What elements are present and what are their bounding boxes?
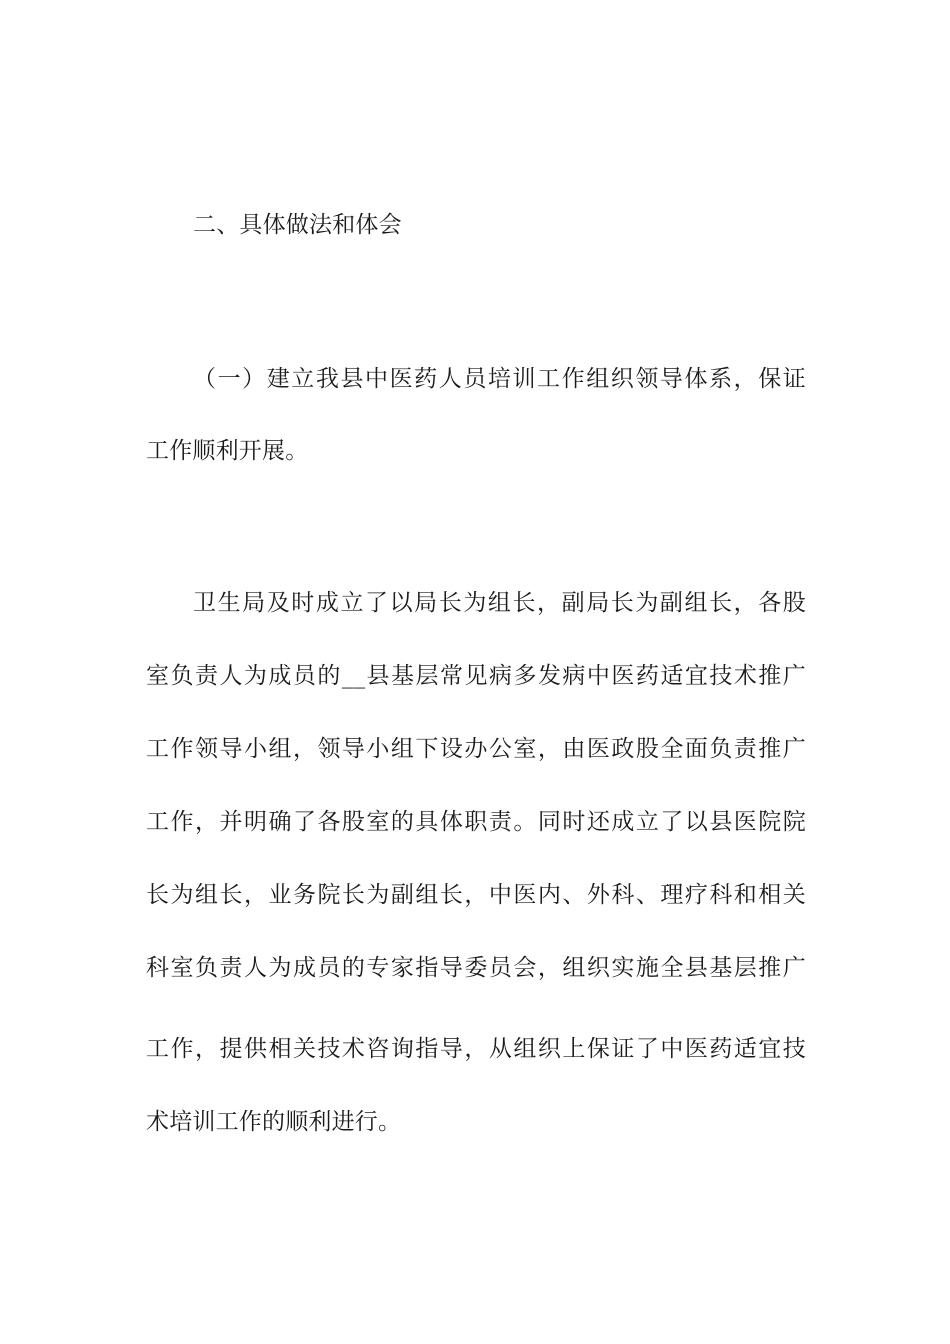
section-heading: 二、具体做法和体会: [193, 212, 402, 238]
paragraph-line-2: 室负责人为成员的__县基层常见病多发病中医药适宜技术推广: [146, 663, 806, 689]
paragraph-line-8: 术培训工作的顺利进行。: [146, 1109, 402, 1135]
paragraph-line-4: 工作，并明确了各股室的具体职责。同时还成立了以县医院院: [146, 809, 806, 835]
paragraph-line-1: 卫生局及时成立了以局长为组长，副局长为副组长，各股: [193, 590, 806, 616]
paragraph-line-5: 长为组长，业务院长为副组长，中医内、外科、理疗科和相关: [146, 882, 806, 908]
paragraph-line-3: 工作领导小组，领导小组下设办公室，由医政股全面负责推广: [146, 736, 806, 762]
paragraph-line-7: 工作，提供相关技术咨询指导，从组织上保证了中医药适宜技: [146, 1036, 806, 1062]
subsection-heading-line-1: （一）建立我县中医药人员培训工作组织领导体系，保证: [193, 366, 806, 392]
paragraph-line-6: 科室负责人为成员的专家指导委员会，组织实施全县基层推广: [146, 955, 806, 981]
subsection-heading-line-2: 工作顺利开展。: [146, 438, 309, 464]
